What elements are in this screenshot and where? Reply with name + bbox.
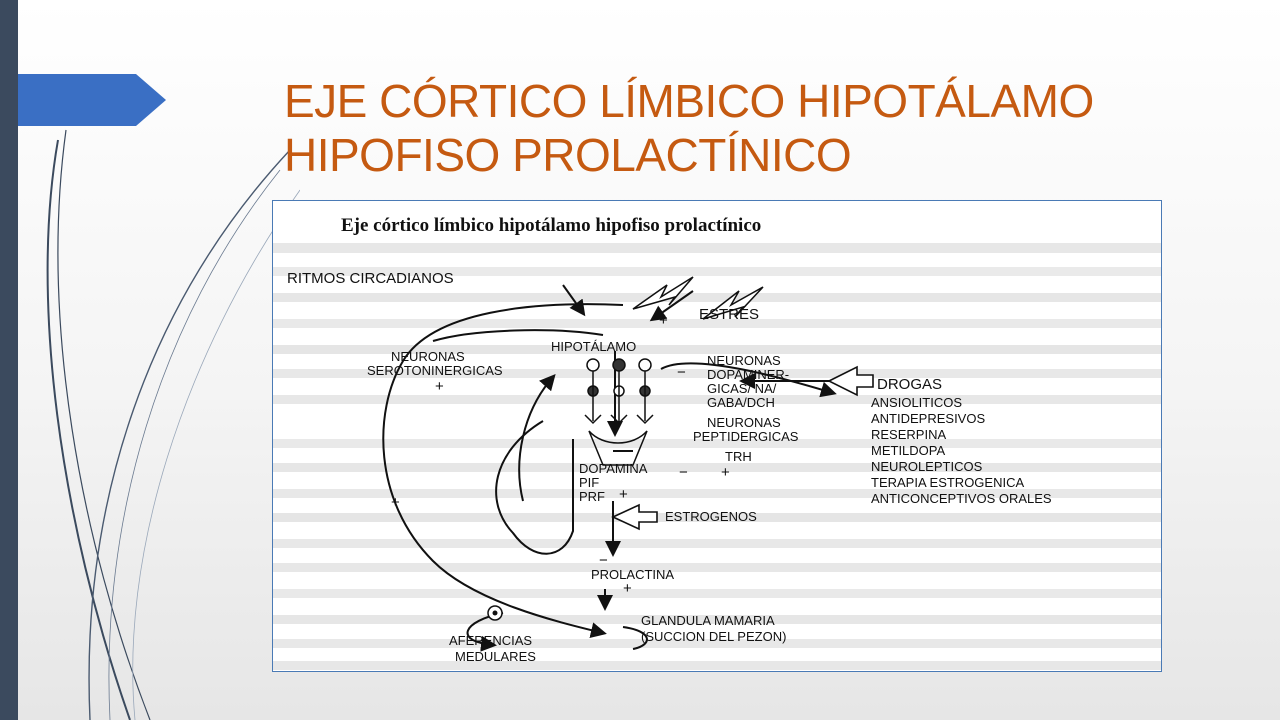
sign-plus: + xyxy=(435,378,444,395)
label-glandula-2: (SUCCION DEL PEZON) xyxy=(641,629,787,644)
label-neuronas-dopa-3: GICAS/ NA/ xyxy=(707,381,777,396)
estrogenos-arrow xyxy=(613,505,657,529)
label-drogas: DROGAS xyxy=(877,376,943,393)
glandula-center-icon xyxy=(493,611,498,616)
drogas-item: NEUROLEPTICOS xyxy=(871,459,983,474)
title-accent-arrow xyxy=(18,74,168,126)
sign-plus: + xyxy=(659,312,668,329)
label-glandula-1: GLANDULA MAMARIA xyxy=(641,613,775,628)
sign-plus: + xyxy=(623,580,632,597)
diagram-canvas xyxy=(273,201,1161,671)
diagram-figure xyxy=(272,200,1162,672)
slide-title-line-1: EJE CÓRTICO LÍMBICO HIPOTÁLAMO xyxy=(284,75,1094,127)
label-estres: ESTRÉS xyxy=(699,306,760,323)
label-neuronas-sero-2: SEROTONINERGICAS xyxy=(367,363,503,378)
slide-title-line-2: HIPOFISO PROLACTÍNICO xyxy=(284,129,852,181)
figure-title: Eje córtico límbico hipotálamo hipofiso prolactínico xyxy=(341,215,762,236)
sign-minus: − xyxy=(679,464,688,481)
drogas-item: ANSIOLITICOS xyxy=(871,395,963,410)
drogas-item: TERAPIA ESTROGENICA xyxy=(871,475,1025,490)
sign-minus: − xyxy=(677,364,686,381)
label-neuronas-dopa-1: NEURONAS xyxy=(707,353,781,368)
sign-plus: + xyxy=(619,486,628,503)
label-hipotalamo: HIPOTÁLAMO xyxy=(551,339,637,354)
drogas-item: ANTIDEPRESIVOS xyxy=(871,411,986,426)
label-estrogenos: ESTROGENOS xyxy=(665,509,757,524)
drogas-item: RESERPINA xyxy=(871,427,947,442)
label-neuronas-dopa-4: GABA/DCH xyxy=(707,395,775,410)
label-aferencias-1: AFERENCIAS xyxy=(449,633,533,648)
drogas-item: ANTICONCEPTIVOS ORALES xyxy=(871,491,1052,506)
label-neuronas-pept-2: PEPTIDERGICAS xyxy=(693,429,799,444)
label-ritmos-circadianos: RITMOS CIRCADIANOS xyxy=(287,270,454,287)
sign-plus: + xyxy=(391,494,400,511)
label-prf: PRF xyxy=(579,489,605,504)
sign-plus: + xyxy=(721,464,730,481)
label-neuronas-dopa-2: DOPAMINER- xyxy=(707,367,790,382)
label-dopamina: DOPAMINA xyxy=(579,461,648,476)
label-trh: TRH xyxy=(725,449,752,464)
label-pif: PIF xyxy=(579,475,600,490)
label-prolactina: PROLACTINA xyxy=(591,567,675,582)
sign-minus: − xyxy=(599,552,608,569)
slide-title xyxy=(284,74,1244,182)
label-neuronas-sero-1: NEURONAS xyxy=(391,349,465,364)
label-aferencias-2: MEDULARES xyxy=(455,649,536,664)
drogas-item: METILDOPA xyxy=(871,443,946,458)
label-neuronas-pept-1: NEURONAS xyxy=(707,415,781,430)
